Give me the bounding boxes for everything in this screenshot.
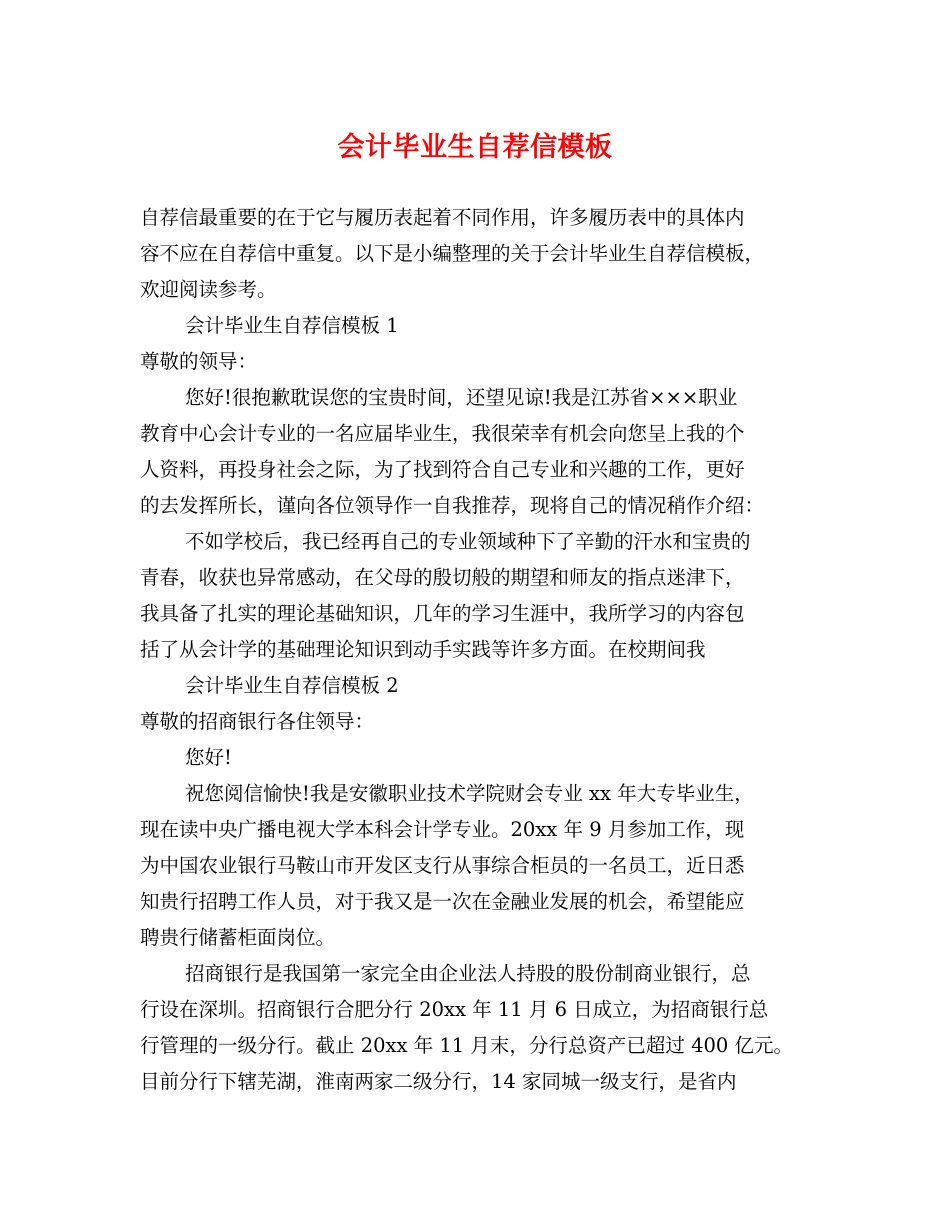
text-line: 尊敬的招商银行各住领导： [140,710,375,733]
text-line: 括了从会计学的基础理论知识到动手实践等许多方面。在校期间我 [140,638,706,661]
text-line: 尊敬的领导： [140,350,258,373]
text-line: 自荐信最重要的在于它与履历表起着不同作用，许多履历表中的具体内 [140,206,745,229]
document-body [140,200,830,1100]
text-line: 容不应在自荐信中重复。以下是小编整理的关于会计毕业生自荐信模板， [140,242,765,265]
text-line: 现在读中央广播电视大学本科会计学专业。20xx 年 9 月参加工作，现 [140,818,745,841]
text-line: 我具备了扎实的理论基础知识，几年的学习生涯中，我所学习的内容包 [140,602,745,625]
text-line: 聘贵行储蓄柜面岗位。 [140,926,336,949]
text-line: 教育中心会计专业的一名应届毕业生，我很荣幸有机会向您呈上我的个 [140,422,745,445]
text-line: 为中国农业银行马鞍山市开发区支行从事综合柜员的一名员工，近日悉 [140,854,745,877]
text-line: 不如学校后，我已经再自己的专业领域种下了辛勤的汗水和宝贵的 [185,530,751,553]
text-line: 人资料，再投身社会之际，为了找到符合自己专业和兴趣的工作，更好 [140,458,745,481]
text-line: 欢迎阅读参考。 [140,278,277,301]
text-line: 知贵行招聘工作人员，对于我又是一次在金融业发展的机会，希望能应 [140,890,745,913]
text-line: 目前分行下辖芜湖，淮南两家二级分行，14 家同城一级支行，是省内 [140,1070,737,1093]
text-line: 会计毕业生自荐信模板 1 [185,314,399,337]
text-line: 祝您阅信愉快!我是安徽职业技术学院财会专业 xx 年大专毕业生， [185,782,754,805]
text-line: 行设在深圳。招商银行合肥分行 20xx 年 11 月 6 日成立，为招商银行总 [140,998,769,1021]
document-title: 会计毕业生自荐信模板 [337,132,613,163]
text-line: 您好!很抱歉耽误您的宝贵时间，还望见谅!我是江苏省×××职业 [185,386,738,409]
text-line: 会计毕业生自荐信模板 2 [185,674,399,697]
text-line: 招商银行是我国第一家完全由企业法人持股的股份制商业银行，总 [185,962,751,985]
text-line: 的去发挥所长，谨向各位领导作一自我推荐，现将自己的情况稍作介绍： [140,494,765,517]
text-line: 您好! [185,746,232,769]
text-line: 青春，收获也异常感动，在父母的殷切般的期望和师友的指点迷津下， [140,566,745,589]
text-line: 行管理的一级分行。截止 20xx 年 11 月末，分行总资产已超过 400 亿元。 [140,1034,794,1057]
